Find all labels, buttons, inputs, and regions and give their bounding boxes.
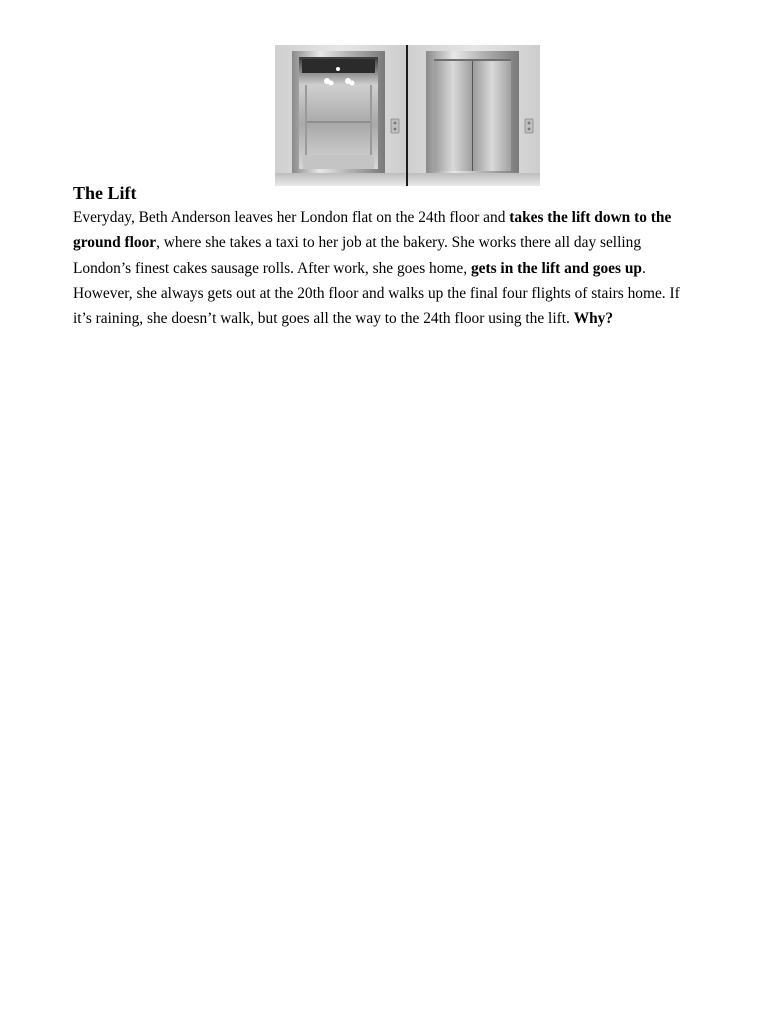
open-lift-photo (275, 45, 406, 186)
lift-photos (275, 45, 540, 186)
closed-lift-photo (408, 45, 540, 186)
text-segment: , where she takes a taxi to her job at the bakery. She works there all day selling London’s finest cakes sausage rolls. After work, she goes home, (73, 234, 642, 277)
bold-segment: takes the lift down to the ground floor (73, 209, 672, 252)
text-segment: . However, she always gets out at the 20th floor and walks up the final four flights of stairs home. If it’s raining, she doesn’t walk, but goes all the way to the 24th floor using the lift. (73, 259, 680, 328)
question-text: Why? (573, 310, 614, 328)
text-segment: Everyday, Beth Anderson leaves her London flat on the 24th floor and (73, 209, 510, 226)
lift-photos-svg (275, 45, 540, 186)
document-title: The Lift (73, 183, 137, 203)
story-paragraph (73, 205, 697, 331)
bold-segment: gets in the lift and goes up (470, 259, 642, 277)
